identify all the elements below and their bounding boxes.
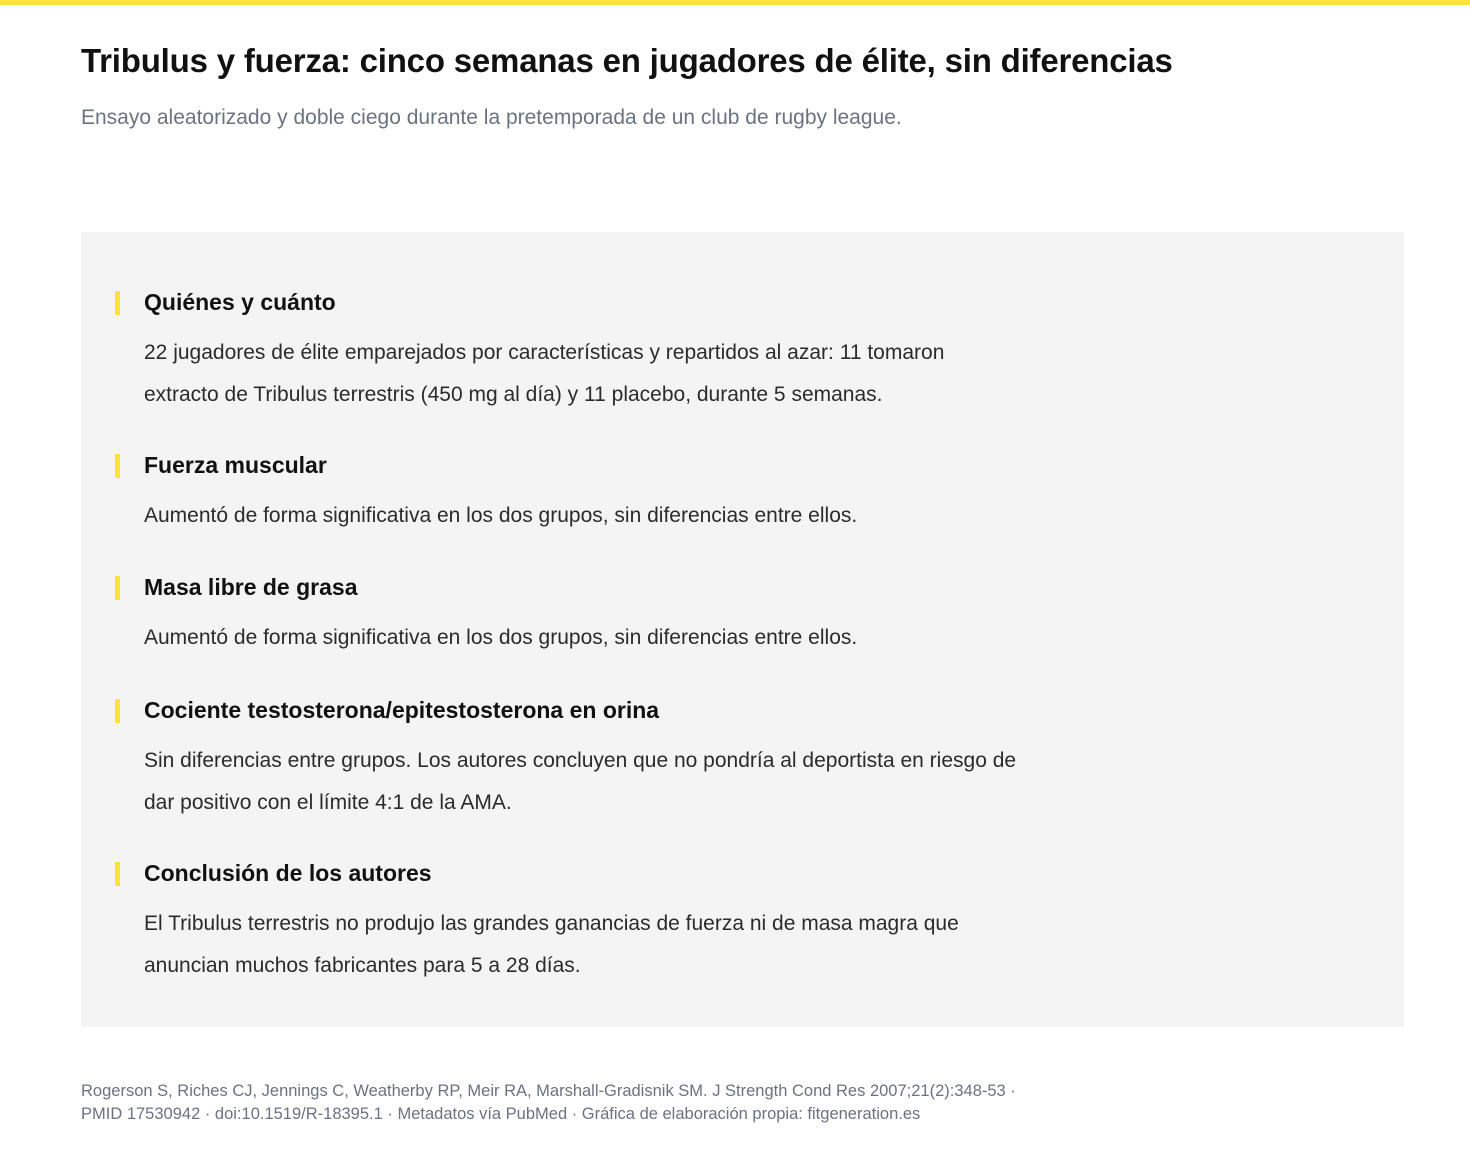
section-marker <box>115 576 120 600</box>
section-heading: Fuerza muscular <box>144 452 327 478</box>
section-heading: Conclusión de los autores <box>144 860 432 886</box>
section-marker <box>115 862 120 886</box>
section-marker <box>115 291 120 315</box>
citation-line: Rogerson S, Riches CJ, Jennings C, Weatherby RP, Meir RA, Marshall-Gradisnik SM. J Strength Cond Res 2007;21(2):348-53 · <box>81 1082 1016 1100</box>
citation-footer <box>81 1080 1081 1126</box>
section-heading: Cociente testosterona/epitestosterona en orina <box>144 697 660 723</box>
page-title: Tribulus y fuerza: cinco semanas en jugadores de élite, sin diferencias <box>81 42 1173 79</box>
page-subtitle: Ensayo aleatorizado y doble ciego durante la pretemporada de un club de rugby league. <box>81 106 902 129</box>
section-heading: Quiénes y cuánto <box>144 289 336 315</box>
section-body: Aumentó de forma significativa en los dos grupos, sin diferencias entre ellos. <box>144 504 858 527</box>
section-body: 22 jugadores de élite emparejados por características y repartidos al azar: 11 tomaron extracto de Tribulus terrestris (450 mg al día) y 11 placebo, durante 5 semanas. <box>144 341 945 406</box>
section-heading: Masa libre de grasa <box>144 574 358 600</box>
section-marker <box>115 699 120 723</box>
findings-panel <box>81 232 1404 1027</box>
section-body: Aumentó de forma significativa en los dos grupos, sin diferencias entre ellos. <box>144 626 858 649</box>
section-marker <box>115 454 120 478</box>
top-accent-bar <box>0 0 1470 5</box>
section-body: El Tribulus terrestris no produjo las grandes ganancias de fuerza ni de masa magra que anuncian muchos fabricantes para 5 a 28 días. <box>144 912 959 977</box>
section-body: Sin diferencias entre grupos. Los autores concluyen que no pondría al deportista en riesgo de dar positivo con el límite 4:1 de la AMA. <box>144 749 1017 814</box>
citation-line: PMID 17530942 · doi:10.1519/R-18395.1 · Metadatos vía PubMed · Gráfica de elaboración propia: fitgeneration.es <box>81 1105 921 1123</box>
